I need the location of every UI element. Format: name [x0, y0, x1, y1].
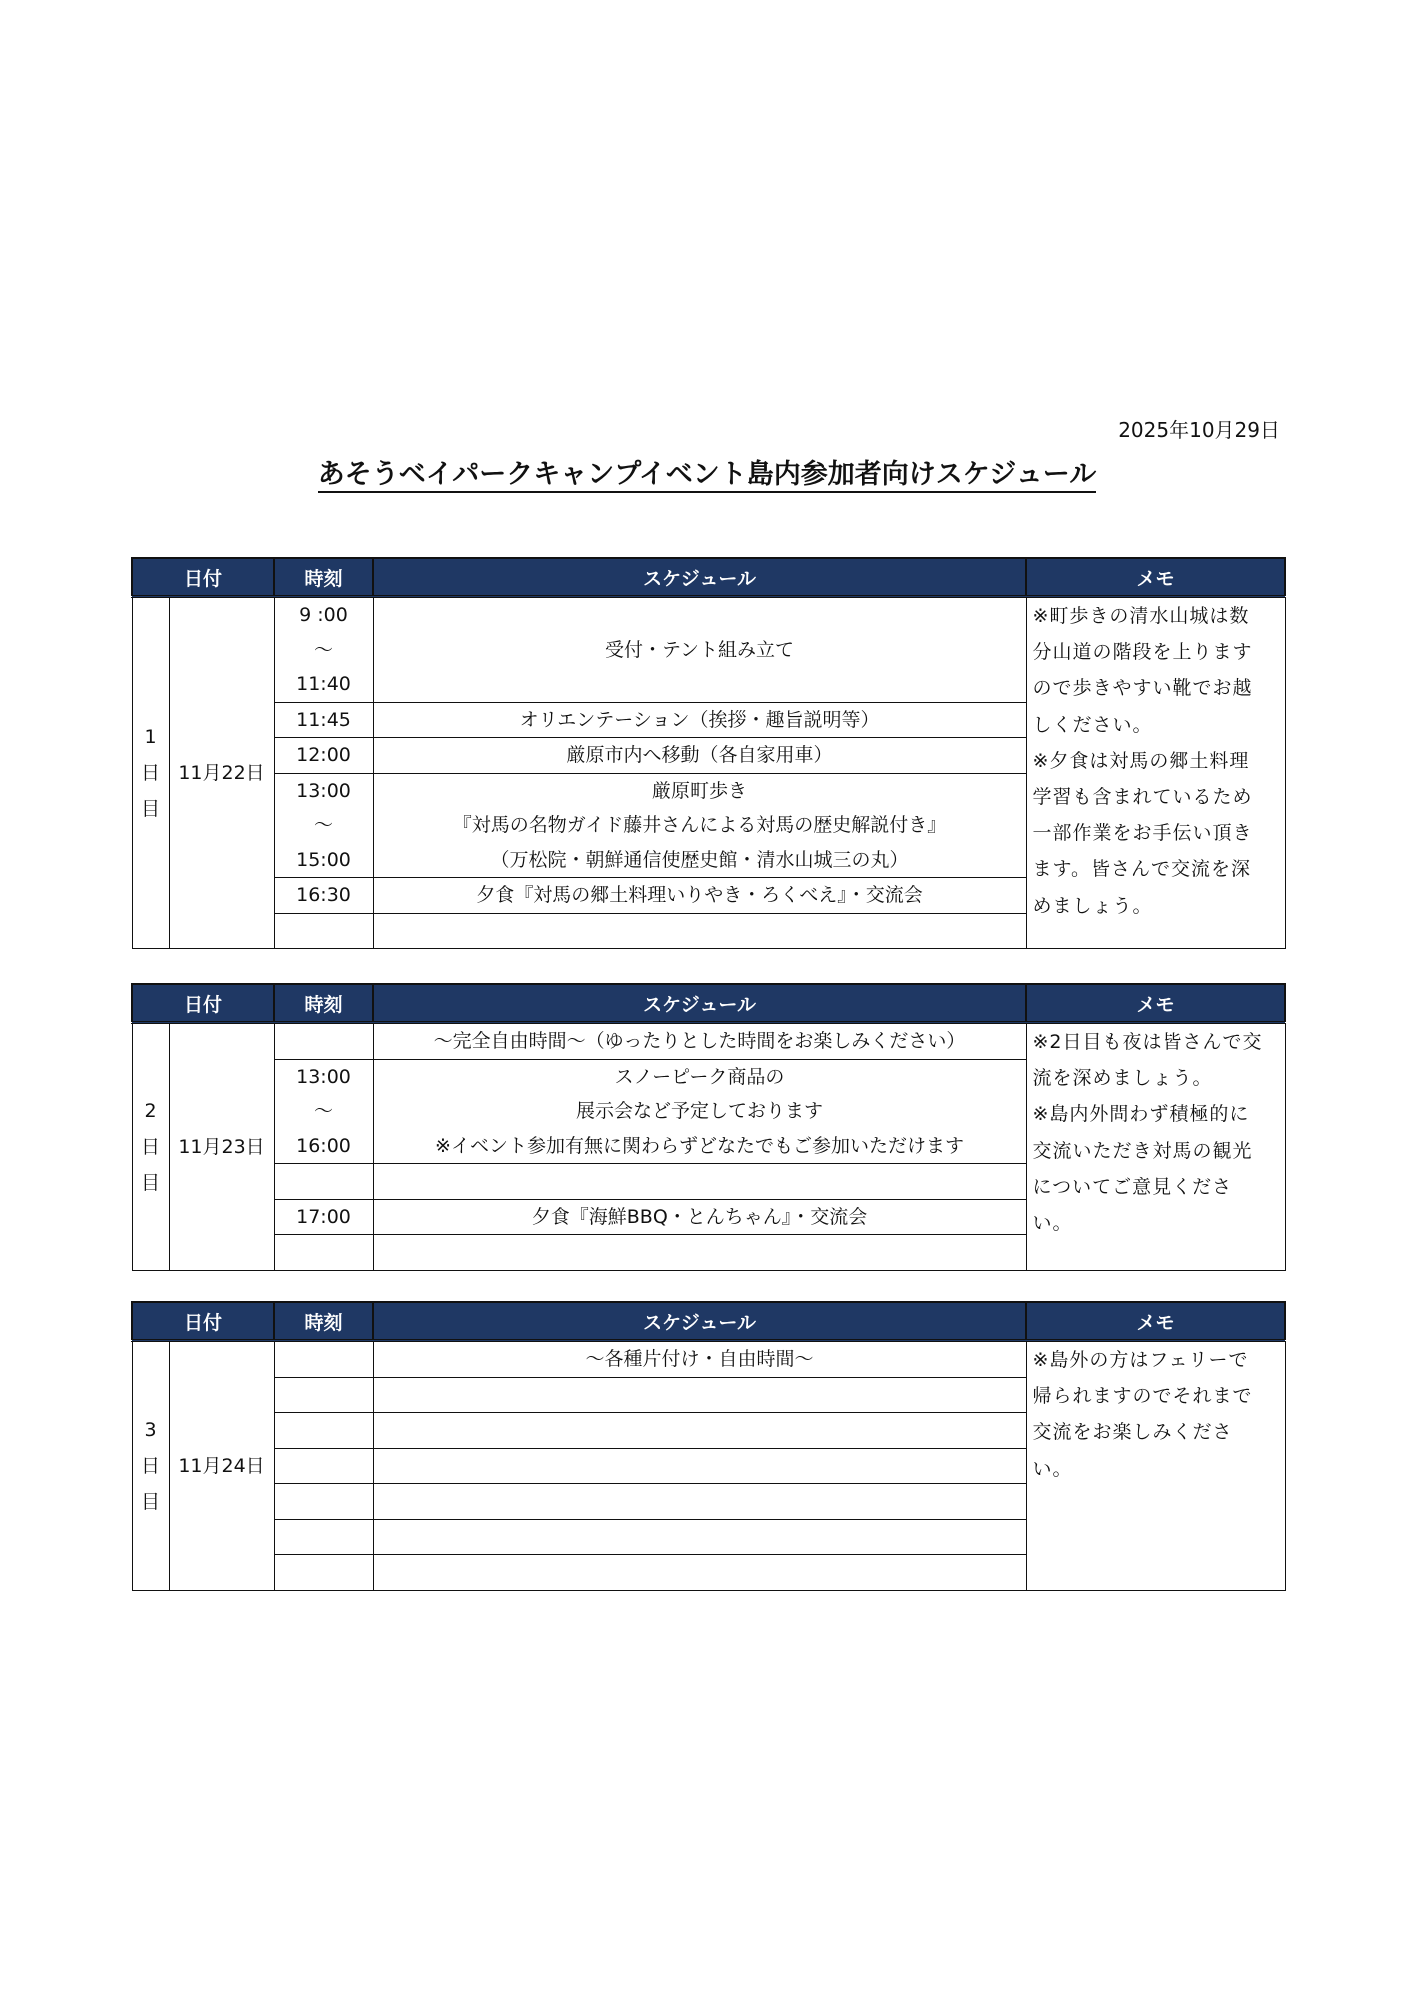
day-ordinal: 目 — [140, 798, 160, 820]
schedule-cell — [373, 1413, 1026, 1449]
header-memo: メモ — [1026, 558, 1285, 597]
schedule-cell — [373, 1484, 1026, 1520]
time-cell: 16:00 — [274, 1129, 373, 1164]
memo-line: 交流をお楽しみくださ — [1032, 1421, 1233, 1444]
date-cell: 11月24日 — [169, 1341, 274, 1591]
schedule-cell: スノーピーク商品の — [373, 1059, 1026, 1094]
header-date: 日付 — [132, 984, 274, 1023]
memo-line: ※2日目も夜は皆さんで交 — [1032, 1031, 1263, 1053]
schedule-table-day-1 — [131, 557, 1286, 949]
memo-line: ので歩きやすい靴でお越 — [1032, 677, 1253, 700]
schedule-cell — [373, 1235, 1026, 1271]
memo-cell — [1026, 1341, 1285, 1591]
time-cell — [274, 1341, 373, 1378]
memo-line: 交流いただき対馬の観光 — [1032, 1139, 1253, 1162]
day-number-cell — [132, 597, 169, 949]
day-ordinal: 目 — [140, 1490, 160, 1513]
schedule-cell: 夕食『海鮮BBQ・とんちゃん』・交流会 — [373, 1199, 1026, 1235]
day-number-cell — [132, 1341, 169, 1591]
schedule-cell: 展示会など予定しております — [373, 1094, 1026, 1129]
header-time: 時刻 — [274, 984, 373, 1023]
memo-line: 学習も含まれているため — [1032, 786, 1253, 809]
schedule-cell — [373, 1555, 1026, 1591]
memo-line: についてご意見くださ — [1032, 1175, 1233, 1198]
schedule-cell — [373, 1164, 1026, 1200]
day-number-cell — [132, 1023, 169, 1271]
time-cell: ～ — [274, 808, 373, 843]
table-header-row — [132, 984, 1285, 1023]
schedule-cell — [373, 1519, 1026, 1555]
memo-line: ※島外の方はフェリーで — [1032, 1349, 1249, 1371]
time-cell — [274, 1377, 373, 1413]
schedule-cell: 夕食『対馬の郷土料理いりやき・ろくべえ』・交流会 — [373, 878, 1026, 914]
header-schedule: スケジュール — [373, 1302, 1026, 1341]
time-cell: 13:00 — [274, 1059, 373, 1094]
memo-line: ※町歩きの清水山城は数 — [1032, 605, 1250, 627]
schedule-cell: ※イベント参加有無に関わらずどなたでもご参加いただけます — [373, 1129, 1026, 1164]
document-title — [0, 452, 1414, 491]
memo-cell — [1026, 597, 1285, 949]
memo-cell — [1026, 1023, 1285, 1271]
header-memo: メモ — [1026, 1302, 1285, 1341]
time-cell — [274, 1235, 373, 1271]
memo-line: 一部作業をお手伝い頂き — [1032, 822, 1253, 845]
schedule-cell: 厳原町歩き — [373, 773, 1026, 808]
time-cell: 13:00 — [274, 773, 373, 808]
time-cell — [274, 1448, 373, 1484]
time-cell: ～ — [274, 1094, 373, 1129]
schedule-cell — [373, 1448, 1026, 1484]
memo-line: 帰られますのでそれまで — [1032, 1385, 1253, 1408]
table-row — [132, 1023, 1285, 1060]
schedule-table-day-2 — [131, 983, 1286, 1271]
time-cell: 16:30 — [274, 878, 373, 914]
memo-line: めましょう。 — [1032, 894, 1153, 917]
time-cell: 15:00 — [274, 843, 373, 878]
time-cell: 9 :00 — [274, 597, 373, 633]
header-memo: メモ — [1026, 984, 1285, 1023]
memo-line: い。 — [1032, 1457, 1073, 1480]
schedule-cell: ～各種片付け・自由時間～ — [373, 1341, 1026, 1378]
date-cell: 11月22日 — [169, 597, 274, 949]
memo-line: ※夕食は対馬の郷土料理 — [1032, 749, 1250, 772]
header-time: 時刻 — [274, 1302, 373, 1341]
memo-line: 分山道の階段を上ります — [1032, 641, 1253, 664]
header-schedule: スケジュール — [373, 558, 1026, 597]
schedule-cell: （万松院・朝鮮通信使歴史館・清水山城三の丸） — [373, 843, 1026, 878]
schedule-cell: 受付・テント組み立て — [373, 597, 1026, 703]
day-ordinal: 目 — [140, 1171, 160, 1194]
table-row — [132, 597, 1285, 633]
time-cell: ～ — [274, 633, 373, 668]
schedule-cell — [373, 1377, 1026, 1413]
header-time: 時刻 — [274, 558, 373, 597]
memo-line: ※島内外問わず積極的に — [1032, 1103, 1250, 1126]
time-cell — [274, 1164, 373, 1200]
schedule-cell: 厳原市内へ移動（各自家用車） — [373, 738, 1026, 774]
time-cell — [274, 913, 373, 949]
memo-line: しください。 — [1032, 713, 1153, 736]
schedule-cell: 『対馬の名物ガイド藤井さんによる対馬の歴史解説付き』 — [373, 808, 1026, 843]
date-cell: 11月23日 — [169, 1023, 274, 1271]
time-cell — [274, 1484, 373, 1520]
time-cell — [274, 1023, 373, 1060]
day-number: 2 — [144, 1099, 157, 1122]
table-header-row — [132, 1302, 1285, 1341]
table-row — [132, 1341, 1285, 1378]
time-cell — [274, 1413, 373, 1449]
table-header-row — [132, 558, 1285, 597]
day-char: 日 — [140, 1135, 160, 1158]
day-char: 日 — [140, 1454, 160, 1477]
document-date: 2025年10月29日 — [1118, 418, 1280, 442]
day-char: 日 — [140, 762, 160, 784]
schedule-cell: オリエンテーション（挨拶・趣旨説明等） — [373, 702, 1026, 738]
time-cell — [274, 1555, 373, 1591]
day-number: 1 — [144, 726, 157, 748]
memo-line: い。 — [1032, 1212, 1073, 1235]
schedule-cell: ～完全自由時間～（ゆったりとした時間をお楽しみください） — [373, 1023, 1026, 1060]
header-date: 日付 — [132, 1302, 274, 1341]
time-cell: 17:00 — [274, 1199, 373, 1235]
title-text: あそうベイパークキャンプイベント島内参加者向けスケジュール — [318, 459, 1096, 493]
memo-line: 流を深めましょう。 — [1032, 1067, 1213, 1090]
header-date: 日付 — [132, 558, 274, 597]
time-cell: 12:00 — [274, 738, 373, 774]
header-schedule: スケジュール — [373, 984, 1026, 1023]
day-number: 3 — [144, 1418, 157, 1441]
time-cell: 11:45 — [274, 702, 373, 738]
time-cell: 11:40 — [274, 667, 373, 702]
schedule-table-day-3 — [131, 1301, 1286, 1591]
memo-line: ます。皆さんで交流を深 — [1032, 858, 1251, 881]
time-cell — [274, 1519, 373, 1555]
schedule-cell — [373, 913, 1026, 949]
